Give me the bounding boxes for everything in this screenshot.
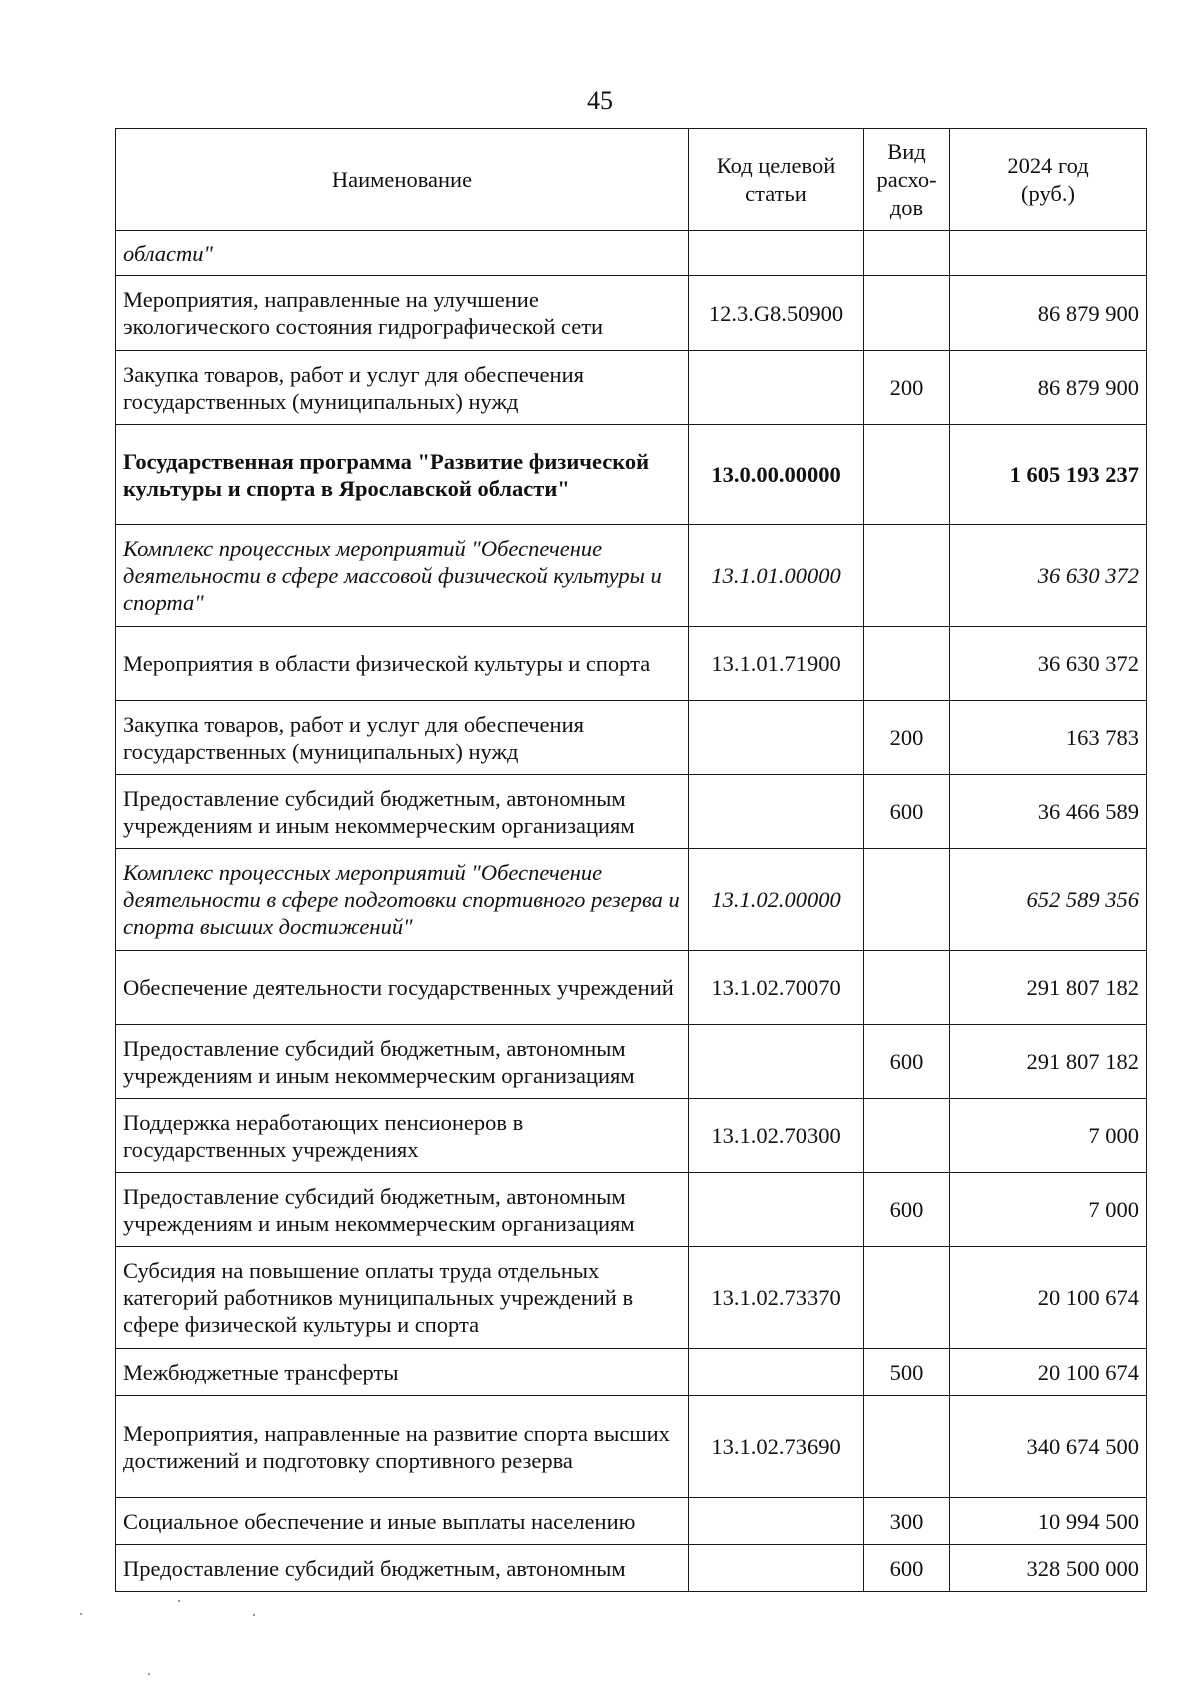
cell-name: Комплекс процессных мероприятий "Обеспечение деятельности в сфере подготовки спортивного резерва и спорта высших достижений" — [116, 849, 689, 951]
cell-name: Социальное обеспечение и иные выплаты населению — [116, 1498, 689, 1545]
cell-name: Предоставление субсидий бюджетным, автономным — [116, 1545, 689, 1592]
cell-type — [864, 525, 950, 627]
cell-amount: 36 630 372 — [950, 525, 1147, 627]
cell-code: 13.1.02.00000 — [689, 849, 864, 951]
cell-amount: 1 605 193 237 — [950, 425, 1147, 525]
cell-amount: 86 879 900 — [950, 351, 1147, 425]
header-type: Вид расхо-дов — [864, 129, 950, 231]
cell-type — [864, 951, 950, 1025]
table-row — [116, 351, 1147, 425]
cell-amount: 291 807 182 — [950, 951, 1147, 1025]
cell-amount: 10 994 500 — [950, 1498, 1147, 1545]
cell-amount: 20 100 674 — [950, 1247, 1147, 1349]
cell-type — [864, 1099, 950, 1173]
cell-name: Межбюджетные трансферты — [116, 1349, 689, 1396]
scan-speck — [80, 1613, 82, 1615]
table-row — [116, 701, 1147, 775]
cell-name: Поддержка неработающих пенсионеров в государственных учреждениях — [116, 1099, 689, 1173]
table-header — [116, 129, 1147, 231]
cell-name: области" — [116, 231, 689, 276]
cell-amount: 20 100 674 — [950, 1349, 1147, 1396]
table-row — [116, 1247, 1147, 1349]
cell-code: 13.1.01.71900 — [689, 627, 864, 701]
cell-name: Закупка товаров, работ и услуг для обеспечения государственных (муниципальных) нужд — [116, 701, 689, 775]
cell-amount: 36 466 589 — [950, 775, 1147, 849]
cell-code — [689, 231, 864, 276]
cell-amount: 36 630 372 — [950, 627, 1147, 701]
cell-type — [864, 1247, 950, 1349]
budget-table — [115, 128, 1147, 1592]
cell-name: Предоставление субсидий бюджетным, автономным учреждениям и иным некоммерческим организациям — [116, 1025, 689, 1099]
cell-type: 600 — [864, 775, 950, 849]
cell-code: 13.0.00.00000 — [689, 425, 864, 525]
table-row — [116, 1545, 1147, 1592]
cell-amount: 291 807 182 — [950, 1025, 1147, 1099]
cell-code: 13.1.01.00000 — [689, 525, 864, 627]
table-row — [116, 231, 1147, 276]
cell-name: Мероприятия, направленные на развитие спорта высших достижений и подготовку спортивного резерва — [116, 1396, 689, 1498]
cell-amount: 328 500 000 — [950, 1545, 1147, 1592]
cell-code: 13.1.02.70070 — [689, 951, 864, 1025]
cell-type: 200 — [864, 701, 950, 775]
cell-code — [689, 1025, 864, 1099]
cell-code: 13.1.02.73370 — [689, 1247, 864, 1349]
cell-type: 300 — [864, 1498, 950, 1545]
cell-name: Субсидия на повышение оплаты труда отдельных категорий работников муниципальных учреждений в сфере физической культуры и спорта — [116, 1247, 689, 1349]
table-row — [116, 425, 1147, 525]
cell-name: Мероприятия, направленные на улучшение экологического состояния гидрографической сети — [116, 276, 689, 351]
cell-type: 600 — [864, 1173, 950, 1247]
cell-code: 12.3.G8.50900 — [689, 276, 864, 351]
cell-name: Обеспечение деятельности государственных учреждений — [116, 951, 689, 1025]
cell-type — [864, 1396, 950, 1498]
cell-name: Мероприятия в области физической культуры и спорта — [116, 627, 689, 701]
cell-amount: 340 674 500 — [950, 1396, 1147, 1498]
header-row — [116, 129, 1147, 231]
page-number: 45 — [587, 86, 613, 115]
cell-amount: 86 879 900 — [950, 276, 1147, 351]
table-row — [116, 951, 1147, 1025]
cell-code — [689, 1545, 864, 1592]
cell-type: 600 — [864, 1545, 950, 1592]
cell-code — [689, 1173, 864, 1247]
cell-type — [864, 276, 950, 351]
cell-code — [689, 1349, 864, 1396]
table-body — [116, 231, 1147, 1592]
table-row — [116, 1025, 1147, 1099]
cell-code — [689, 351, 864, 425]
scan-speck — [253, 1614, 255, 1616]
cell-type: 500 — [864, 1349, 950, 1396]
table-row — [116, 1173, 1147, 1247]
cell-code — [689, 701, 864, 775]
scan-speck — [148, 1673, 150, 1675]
cell-code — [689, 775, 864, 849]
table-row — [116, 1498, 1147, 1545]
cell-amount: 7 000 — [950, 1099, 1147, 1173]
cell-amount: 7 000 — [950, 1173, 1147, 1247]
cell-type — [864, 425, 950, 525]
table-row — [116, 1396, 1147, 1498]
cell-amount: 652 589 356 — [950, 849, 1147, 951]
cell-type: 600 — [864, 1025, 950, 1099]
cell-type: 200 — [864, 351, 950, 425]
table-row — [116, 627, 1147, 701]
cell-code: 13.1.02.73690 — [689, 1396, 864, 1498]
cell-type — [864, 849, 950, 951]
table-row — [116, 276, 1147, 351]
table-row — [116, 849, 1147, 951]
cell-code — [689, 1498, 864, 1545]
cell-type — [864, 627, 950, 701]
cell-name: Предоставление субсидий бюджетным, автономным учреждениям и иным некоммерческим организациям — [116, 1173, 689, 1247]
cell-name: Государственная программа "Развитие физической культуры и спорта в Ярославской области" — [116, 425, 689, 525]
table-row — [116, 525, 1147, 627]
cell-name: Закупка товаров, работ и услуг для обеспечения государственных (муниципальных) нужд — [116, 351, 689, 425]
scan-speck — [178, 1600, 180, 1602]
table-row — [116, 1349, 1147, 1396]
header-amount: 2024 год (руб.) — [950, 129, 1147, 231]
cell-code: 13.1.02.70300 — [689, 1099, 864, 1173]
cell-name: Предоставление субсидий бюджетным, автономным учреждениям и иным некоммерческим организациям — [116, 775, 689, 849]
header-code: Код целевой статьи — [689, 129, 864, 231]
cell-amount — [950, 231, 1147, 276]
cell-name: Комплекс процессных мероприятий "Обеспечение деятельности в сфере массовой физической культуры и спорта" — [116, 525, 689, 627]
header-name: Наименование — [116, 129, 689, 231]
table-row — [116, 1099, 1147, 1173]
cell-type — [864, 231, 950, 276]
cell-amount: 163 783 — [950, 701, 1147, 775]
table-row — [116, 775, 1147, 849]
